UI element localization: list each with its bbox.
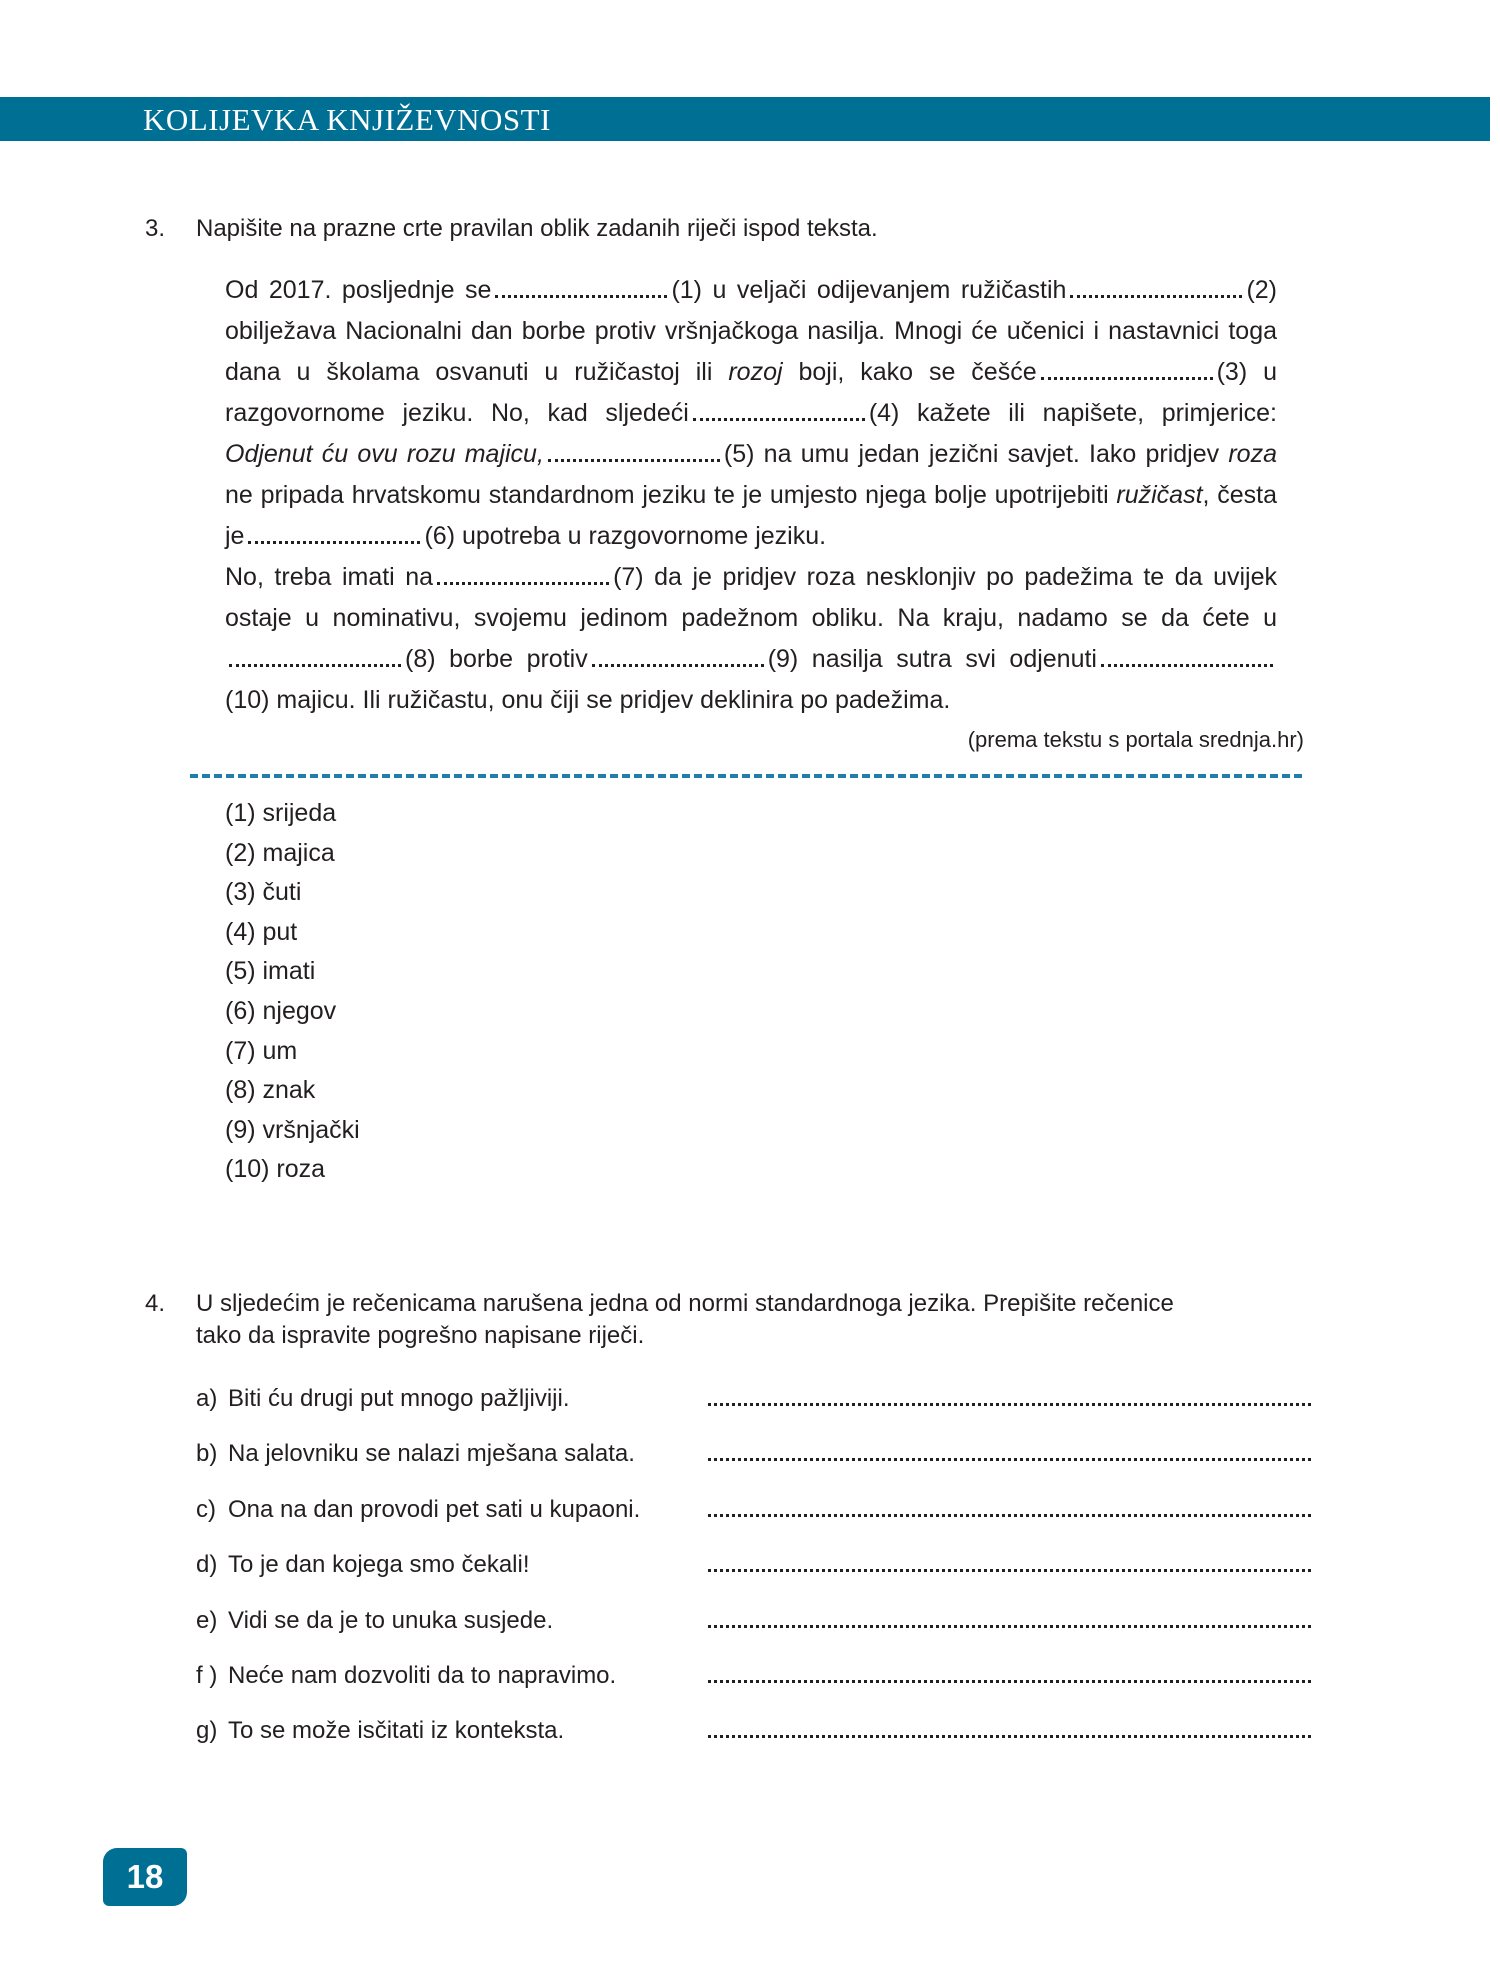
answer-line[interactable] — [708, 1555, 1311, 1572]
exercise-item — [196, 1607, 1311, 1662]
exercise-item — [196, 1440, 1311, 1495]
exercise-sentence: Biti ću drugi put mnogo pažljiviji. — [228, 1385, 570, 1412]
passage-text: Od 2017. posljednje se — [225, 276, 492, 304]
word-list-item: (8) znak — [225, 1076, 316, 1105]
answer-line[interactable] — [708, 1666, 1311, 1683]
header-bar — [0, 97, 1490, 141]
exercise-sentence: Neće nam dozvoliti da to napravimo. — [228, 1661, 617, 1689]
passage-text: No, treba imati na — [225, 563, 434, 591]
chapter-title: KOLIJEVKA KNJIŽEVNOSTI — [143, 102, 551, 137]
answer-line[interactable] — [708, 1611, 1311, 1628]
task3-instruction: Napišite na prazne crte pravilan oblik zadanih riječi ispod teksta. — [196, 215, 878, 242]
source-citation: (prema tekstu s portala srednja.hr) — [967, 727, 1304, 752]
answer-blank-3[interactable] — [1041, 361, 1213, 380]
exercise-sentence: Ona na dan provodi pet sati u kupaoni. — [228, 1495, 641, 1523]
answer-blank-5[interactable] — [548, 443, 720, 462]
word-list-item: (9) vršnjački — [225, 1115, 360, 1144]
answer-blank-8[interactable] — [229, 648, 401, 667]
passage-text: (3) u razgovornome jeziku. No, kad sljedeći — [225, 358, 1277, 427]
passage-text: ne pripada hrvatskomu standardnom jeziku te je umjesto njega bolje upotrijebiti — [225, 481, 1117, 509]
word-list-item: (4) put — [225, 917, 298, 946]
passage-text: (5) na umu jedan jezični savjet. Iako pridjev — [723, 440, 1229, 468]
answer-line[interactable] — [708, 1444, 1311, 1461]
answer-blank-1[interactable] — [495, 279, 667, 298]
exercise-sentence: To se može isčitati iz konteksta. — [228, 1717, 565, 1745]
exercise-letter: c) — [196, 1495, 216, 1523]
passage-text: (4) kažete ili napišete, primjerice: — [868, 399, 1277, 427]
passage-text: (1) u veljači odijevanjem ružičastih — [671, 276, 1067, 304]
passage-italic-text: rozoj — [728, 358, 783, 386]
answer-line[interactable] — [708, 1721, 1311, 1738]
passage-italic-text: ružičast — [1116, 481, 1203, 509]
word-list-item: (5) imati — [225, 957, 316, 986]
answer-blank-9[interactable] — [592, 648, 764, 667]
dashed-divider — [190, 774, 1302, 778]
exercise-letter: g) — [196, 1717, 218, 1745]
word-list — [225, 794, 360, 1190]
passage-italic-text: Odjenut ću ovu rozu majicu, — [225, 440, 544, 468]
exercise-letter: a) — [196, 1385, 218, 1412]
passage-text: (9) nasilja sutra svi odjenuti — [767, 645, 1097, 673]
passage-text: (7) da je pridjev roza nesklonjiv po padežima te da uvijek ostaje u nominativu, svojemu jedinom padežnom obliku. Na kraju, nadamo se da ćete u — [225, 563, 1277, 632]
exercise-item — [196, 1717, 1311, 1772]
passage-paragraph — [225, 270, 1277, 557]
exercise-item — [196, 1496, 1311, 1551]
passage-paragraph — [225, 557, 1277, 721]
exercise-letter: e) — [196, 1606, 218, 1634]
passage-italic-text: roza — [1228, 440, 1277, 468]
exercise-sentence: Vidi se da je to unuka susjede. — [228, 1606, 554, 1634]
answer-blank-6[interactable] — [248, 525, 420, 544]
passage-text: (6) upotreba u razgovornome jeziku. — [424, 522, 827, 550]
passage-text: (10) majicu. Ili ružičastu, onu čiji se pridjev deklinira po padežima. — [225, 686, 951, 714]
word-list-item: (2) majica — [225, 838, 335, 867]
answer-blank-2[interactable] — [1070, 279, 1242, 298]
task3-number: 3. — [145, 215, 166, 242]
task4-instruction-line1: U sljedećim je rečenicama narušena jedna od normi standardnoga jezika. Prepišite rečenice — [196, 1290, 1174, 1317]
answer-blank-10[interactable] — [1101, 648, 1273, 667]
exercise-item — [196, 1662, 1311, 1717]
answer-blank-7[interactable] — [437, 566, 609, 585]
word-list-item: (6) njegov — [225, 996, 337, 1025]
exercise-item — [196, 1551, 1311, 1606]
word-list-item: (7) um — [225, 1036, 298, 1065]
exercise-sentence: To je dan kojega smo čekali! — [228, 1551, 530, 1579]
task4-instruction-line2: tako da ispravite pogrešno napisane riječi. — [196, 1322, 645, 1349]
exercise-list — [196, 1385, 1311, 1773]
exercise-letter: d) — [196, 1551, 218, 1579]
task4-number: 4. — [145, 1290, 166, 1317]
passage-text: boji, kako se češće — [782, 358, 1037, 386]
word-list-item: (3) čuti — [225, 878, 302, 907]
exercise-letter: b) — [196, 1440, 218, 1468]
word-list-item: (10) roza — [225, 1155, 326, 1184]
exercise-item — [196, 1385, 1311, 1440]
exercise-letter: f ) — [196, 1661, 218, 1689]
passage-text: (8) borbe protiv — [405, 645, 588, 673]
passage-text: (2) obilježava Nacionalni dan borbe protiv vršnjačkoga nasilja. Mnogi će učenici i nastavnici toga dana u školama osvanuti u ružičastoj ili — [225, 276, 1277, 386]
answer-line[interactable] — [708, 1389, 1311, 1406]
passage-text: , česta je — [225, 481, 1277, 550]
answer-line[interactable] — [708, 1500, 1311, 1517]
answer-blank-4[interactable] — [693, 402, 865, 421]
exercise-sentence: Na jelovniku se nalazi mješana salata. — [228, 1440, 635, 1468]
task3-passage — [225, 270, 1277, 721]
word-list-item: (1) srijeda — [225, 799, 337, 827]
page-number-badge: 18 — [103, 1848, 187, 1906]
